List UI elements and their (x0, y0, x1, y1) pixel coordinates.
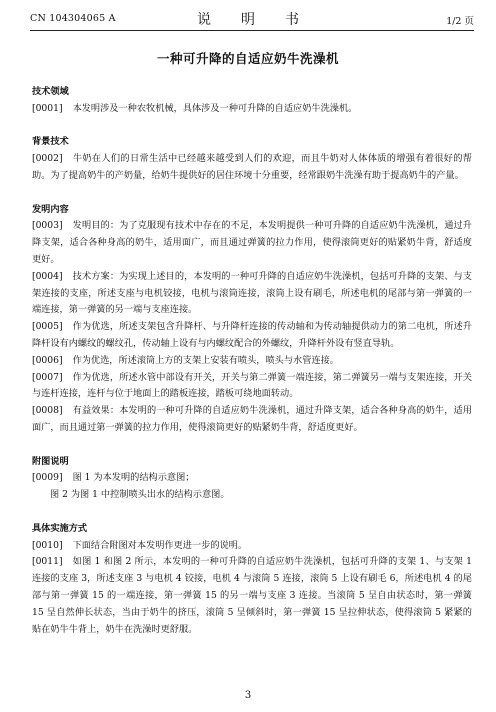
paragraph (32, 470, 472, 487)
paragraph-number: [0003] (32, 220, 63, 232)
paragraph (32, 319, 472, 353)
header-rule (30, 30, 474, 31)
section-heading-invention: 发明内容 (32, 203, 69, 215)
paragraph (32, 353, 472, 370)
paragraph (32, 554, 472, 638)
paragraph-text: 作为优选，所述滚筒上方的支架上安装有喷头，喷头与水管连接。 (72, 354, 339, 366)
section-heading-tech-field: 技术领域 (32, 86, 69, 97)
page-header (30, 8, 474, 30)
paragraph-number: [0002] (32, 153, 63, 165)
paragraph (32, 538, 472, 555)
spacer (32, 437, 472, 454)
paragraph (32, 403, 472, 437)
paragraph-text: 发明目的：为了克服现有技术中存在的不足，本发明提供一种可升降的自适应奶牛洗澡机，通过升降支架，适合各种身高的奶牛，适用面广，而且通过弹簧的拉力作用，使得滚筒更好的贴紧奶牛背，舒适度更好。 (32, 220, 472, 265)
figure-caption-line: 图 2 为图 1 中控制喷头出水的结构示意图。 (50, 489, 230, 501)
page-ratio: 1/2 页 (446, 16, 474, 27)
spacer (32, 504, 472, 521)
paragraph-number: [0001] (32, 102, 63, 114)
doc-number: CN 104304065 A (30, 13, 116, 24)
page-number: 3 (244, 690, 252, 701)
paragraph-text: 如图 1 和图 2 所示，本发明的一种可升降的自适应奶牛洗澡机，包括可升降的支架 1、与支架 1 连接的支座 3，所述支座 3 与电机 4 铰接，电机 4 与滚筒 5 连接，滚筒 5 上设有刷毛 6，所述电机 4 的尾部与第一弹簧 15 的一端连接，第一弹簧 15 的另一端与支座 3 连接。当滚筒 5 呈自由状态时，第一弹簧 15 呈自然伸长状态，当由于奶牛的挤压，滚筒 5 呈倾斜时，第一弹簧 15 呈拉伸状态，使得滚筒 5 紧紧的贴在奶牛牛背上，奶牛在洗澡时更舒服。 (32, 556, 472, 635)
section-label: 说 明 书 (197, 12, 307, 28)
paragraph-number: [0009] (32, 472, 63, 484)
paragraph-number: [0008] (32, 405, 63, 417)
section-heading-embodiment: 具体实施方式 (32, 522, 88, 534)
paragraph-number: [0006] (32, 354, 63, 366)
paragraph-text: 作为优选，所述支架包含升降杆、与升降杆连接的传动轴和为传动轴提供动力的第二电机，所述升降杆设有内螺纹的螺纹孔，传动轴上设有与内螺纹配合的外螺纹，升降杆外设有竖直导轨。 (32, 321, 472, 349)
paragraph-text: 牛奶在人们的日常生活中已经越来越受到人们的欢迎，而且牛奶对人体体质的增强有着很好的帮助。为了提高奶牛的产奶量，给奶牛提供好的居住环境十分重要，经常跟奶牛洗澡有助于提高奶牛的产量。 (32, 153, 472, 181)
paragraph-number: [0005] (32, 321, 63, 333)
section-heading-drawings: 附图说明 (32, 455, 69, 467)
paragraph (32, 218, 472, 268)
section-heading-background: 背景技术 (32, 136, 69, 148)
paragraph-text: 下面结合附图对本发明作更进一步的说明。 (72, 539, 248, 551)
paragraph-number: [0007] (32, 371, 63, 383)
paragraph-text: 有益效果：本发明的一种可升降的自适应奶牛洗澡机，通过升降支架，适合各种身高的奶牛，适用面广，而且通过第一弹簧的拉力作用，使得滚筒更好的贴紧奶牛背，舒适度更好。 (32, 405, 472, 433)
paragraph (32, 269, 472, 319)
paragraph-text: 技术方案：为实现上述目的，本发明的一种可升降的自适应奶牛洗澡机，包括可升降的支架、与支架连接的支座，所述支座与电机铰接，电机与滚筒连接，滚筒上设有刷毛，所述电机的尾部与第一弹簧的一端连接，第一弹簧的另一端与支座连接。 (32, 270, 472, 316)
paragraph (32, 151, 472, 185)
spacer (32, 118, 472, 135)
document-title: 一种可升降的自适应奶牛洗澡机 (156, 51, 339, 66)
paragraph-text: 图 1 为本发明的结构示意图； (72, 472, 195, 484)
spacer (32, 185, 472, 202)
paragraph (32, 370, 472, 404)
paragraph-text: 作为优选，所述水管中部设有开关，开关与第二弹簧一端连接，第二弹簧另一端与支架连接，开关与连杆连接，连杆与位于地面上的踏板连接，踏板可绕地面转动。 (32, 371, 472, 400)
paragraph (32, 101, 472, 118)
paragraph-number: [0010] (32, 539, 63, 551)
paragraph-text: 本发明涉及一种农牧机械，具体涉及一种可升降的自适应奶牛洗澡机。 (72, 102, 358, 114)
paragraph-number: [0004] (32, 270, 63, 282)
paragraph-number: [0011] (32, 556, 63, 568)
document-body (32, 84, 472, 638)
